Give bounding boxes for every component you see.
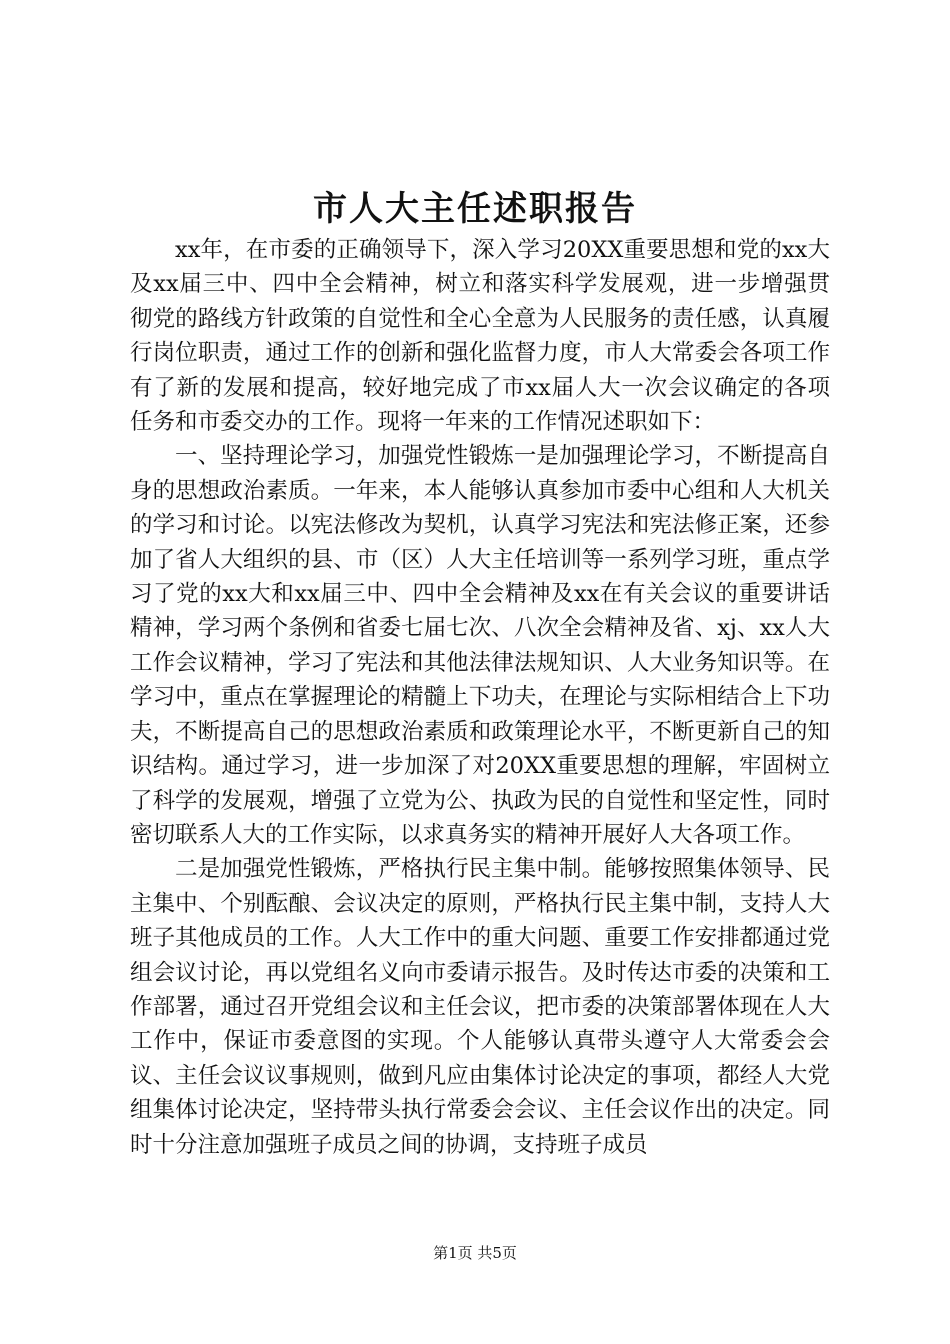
document-body xyxy=(130,233,830,1162)
paragraph-section-two: 二是加强党性锻炼，严格执行民主集中制。能够按照集体领导、民主集中、个别酝酿、会议决定的原则，严格执行民主集中制，支持人大班子其他成员的工作。人大工作中的重大问题、重要工作安排都通过党组会议讨论，再以党组名义向市委请示报告。及时传达市委的决策和工作部署，通过召开党组会议和主任会议，把市委的决策部署体现在人大工作中，保证市委意图的实现。个人能够认真带头遵守人大常委会会议、主任会议议事规则，做到凡应由集体讨论决定的事项，都经人大党组集体讨论决定，坚持带头执行常委会会议、主任会议作出的决定。同时十分注意加强班子成员之间的协调，支持班子成员 xyxy=(130,856,830,1158)
paragraph-section-one: 一、坚持理论学习，加强党性锻炼一是加强理论学习，不断提高自身的思想政治素质。一年来，本人能够认真参加市委中心组和人大机关的学习和讨论。以宪法修改为契机，认真学习宪法和宪法修正案，还参加了省人大组织的县、市（区）人大主任培训等一系列学习班，重点学习了党的xx大和xx届三中、四中全会精神及xx在有关会议的重要讲话精神，学习两个条例和省委七届七次、八次全会精神及省、xj、xx人大工作会议精神，学习了宪法和其他法律法规知识、人大业务知识等。在学习中，重点在掌握理论的精髓上下功夫，在理论与实际相结合上下功夫，不断提高自己的思想政治素质和政策理论水平，不断更新自己的知识结构。通过学习，进一步加深了对20XX重要思想的理解，牢固树立了科学的发展观，增强了立党为公、执政为民的自觉性和坚定性，同时密切联系人大的工作实际，以求真务实的精神开展好人大各项工作。 xyxy=(130,443,830,848)
document-title: 市人大主任述职报告 xyxy=(313,189,637,229)
page-number-indicator: 第1页 共5页 xyxy=(433,1244,517,1262)
paragraph-intro: xx年，在市委的正确领导下，深入学习20XX重要思想和党的xx大及xx届三中、四中全会精神，树立和落实科学发展观，进一步增强贯彻党的路线方针政策的自觉性和全心全意为人民服务的责任感，认真履行岗位职责，通过工作的创新和强化监督力度，市人大常委会各项工作有了新的发展和提高，较好地完成了市xx届人大一次会议确定的各项任务和市委交办的工作。现将一年来的工作情况述职如下： xyxy=(130,237,830,436)
page-footer xyxy=(0,1243,950,1263)
